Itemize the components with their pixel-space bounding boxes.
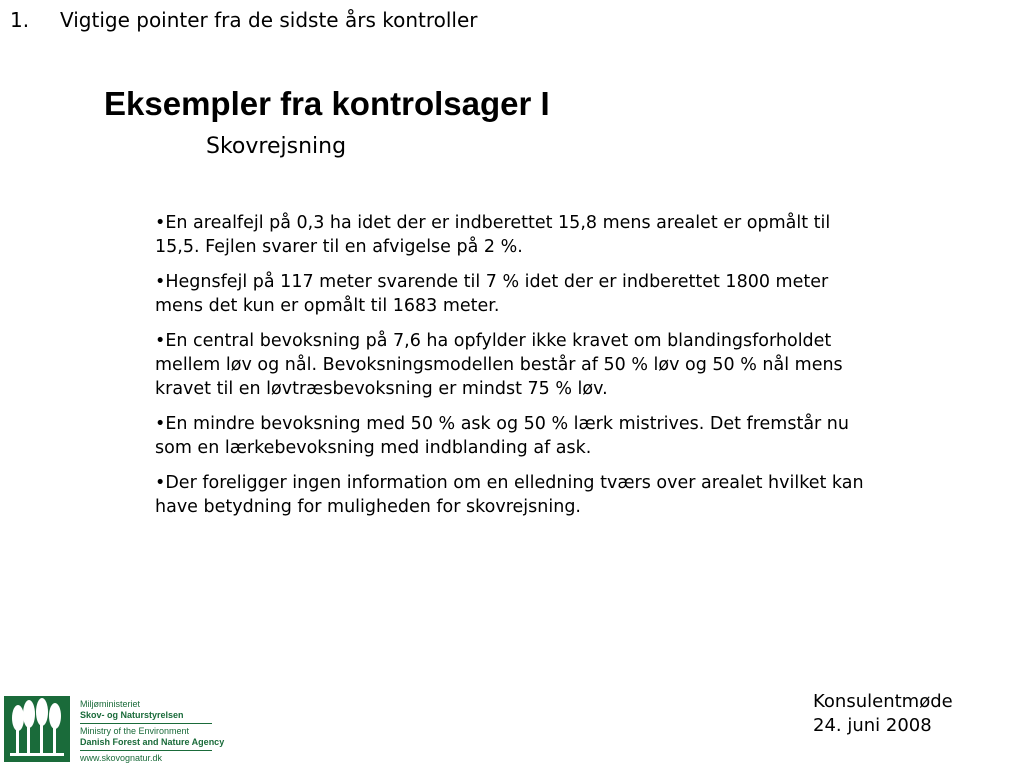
footer-meeting-name: Konsulentmøde: [813, 691, 953, 712]
list-item: [155, 412, 870, 460]
list-item: [155, 270, 870, 318]
section-heading: [10, 8, 478, 32]
logo-line-ministry-en: Ministry of the Environment: [80, 726, 190, 736]
section-number: 1.: [10, 8, 30, 32]
list-item: [155, 471, 870, 519]
bullet-text: Der foreligger ingen information om en elledning tværs over arealet hvilket kan have betydning for muligheden for skovrejsning.: [155, 473, 864, 517]
logo-text: [80, 699, 224, 764]
slide-title: Eksempler fra kontrolsager I: [104, 85, 550, 122]
bullet-marker: •: [155, 272, 166, 292]
logo-line-agency: Skov- og Naturstyrelsen: [80, 710, 184, 720]
logo-divider: [80, 750, 212, 751]
section-heading-text: Vigtige pointer fra de sidste års kontroller: [60, 8, 478, 32]
bullet-text: En arealfejl på 0,3 ha idet der er indberettet 15,8 mens arealet er opmålt til 15,5. Fejlen svarer til en afvigelse på 2 %.: [155, 213, 831, 257]
footer-meeting-info: [813, 690, 953, 738]
bullet-marker: •: [155, 414, 166, 434]
bullet-text: Hegnsfejl på 117 meter svarende til 7 % idet der er indberettet 1800 meter mens det kun er opmålt til 1683 meter.: [155, 272, 829, 316]
list-item: [155, 329, 870, 401]
tree-logo-icon: [4, 696, 70, 762]
logo-line-agency-en: Danish Forest and Nature Agency: [80, 737, 225, 747]
bullet-text: En central bevoksning på 7,6 ha opfylder ikke kravet om blandingsforholdet mellem løv og nål. Bevoksningsmodellen består af 50 % løv og 50 % nål mens kravet til en løvtræsbevoksning er mindst 75 % løv.: [155, 331, 843, 399]
agency-logo: [4, 696, 225, 764]
logo-divider: [80, 723, 212, 724]
slide-subtitle: Skovrejsning: [206, 134, 347, 159]
bullet-marker: •: [155, 213, 166, 233]
bullet-text: En mindre bevoksning med 50 % ask og 50 % lærk mistrives. Det fremstår nu som en lærkebevoksning med indblanding af ask.: [155, 414, 849, 458]
bullet-marker: •: [155, 331, 166, 351]
bullet-marker: •: [155, 473, 166, 493]
list-item: [155, 211, 870, 259]
logo-line-url: www.skovognatur.dk: [80, 753, 163, 763]
footer-meeting-date: 24. juni 2008: [813, 715, 932, 736]
logo-line-ministry: Miljøministeriet: [80, 699, 141, 709]
bullet-list: [155, 211, 870, 530]
